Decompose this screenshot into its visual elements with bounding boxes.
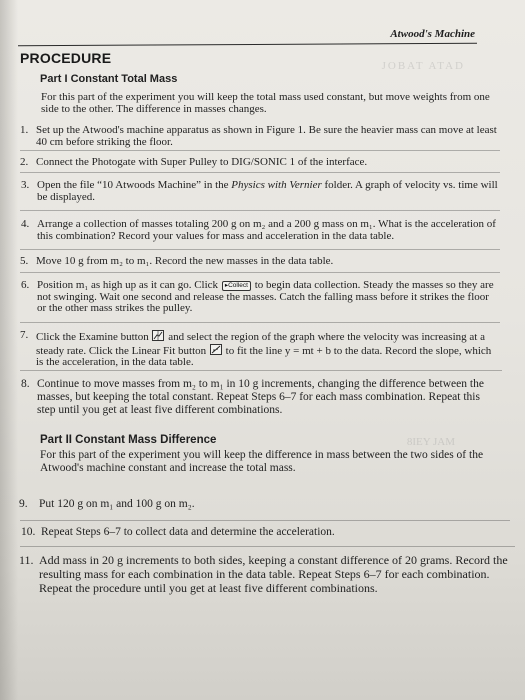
part2-heading: Part II Constant Mass Difference [40,434,217,446]
step-number: 11. [19,553,34,567]
step-number: 7. [20,329,29,341]
step-divider [20,322,500,323]
part2-intro: For this part of the experiment you will keep the difference in mass between the two sides of the Atwood's machine constant and increase the total mass. [40,449,484,474]
step-text-part: to fit the line y = mt + b to the data. Record the slope, which is the acceleration, in the data table. [36,344,492,368]
procedure-step-9 [19,499,509,511]
show-through-text: 8IEY JAM [406,436,455,448]
procedure-step-8 [21,378,501,417]
step-divider [20,150,500,151]
step-divider [20,370,502,371]
step-number: 4. [21,218,30,230]
procedure-step-5 [20,256,498,268]
step-text-part: Position m₁ as high up as it can go. Click [37,279,221,291]
running-header [0,0,525,52]
header-title: Atwood's Machine [390,28,475,40]
step-text: Continue to move masses from m₂ to m₁ in 10 g increments, changing the difference between the masses, but keeping the total constant. Repeat Steps 6–7 for each mass combination. Repeat this step until you get at least five different combinations. [37,378,484,416]
step-number: 5. [20,255,29,267]
step-text [36,330,500,369]
step-divider [20,272,500,273]
step-text [37,280,499,315]
step-text: Arrange a collection of masses totaling 200 g on m₂ and a 200 g mass on m₁. What is the acceleration of this combination? Record your values for mass and acceleration in the data table. [37,218,496,242]
step-text [37,180,499,203]
procedure-step-2 [20,157,498,169]
step-text-part: to begin data collection. Steady the masses so they are not swinging. Wait one second and release the masses. Catch the falling mass before it strikes the floor or the other mass strikes the pulley. [37,279,494,314]
collect-button-glyph: ▸Collect [222,281,251,291]
step-text: Set up the Atwood's machine apparatus as shown in Figure 1. Be sure the heavier mass can move at least 40 cm before striking the floor. [36,124,497,148]
procedure-step-1 [20,125,498,148]
step-number: 6. [21,279,30,291]
folder-name: Physics with Vernier [231,179,322,191]
procedure-step-10 [21,527,511,539]
procedure-step-6 [21,280,499,315]
procedure-step-7 [20,330,500,369]
step-text: Repeat Steps 6–7 to collect data and determine the acceleration. [41,526,335,538]
step-number: 3. [21,179,30,191]
step-number: 2. [20,156,29,168]
show-through-text: JOBAT ATAD [381,60,465,72]
procedure-step-4 [21,219,497,242]
step-text: Add mass in 20 g increments to both sides, keeping a constant difference of 20 grams. Record the resulting mass for each combination in the data table. Repeat Steps 6–7 for each combination. Repeat the procedure until you get at least five different combinations. [39,553,508,595]
step-text: Connect the Photogate with Super Pulley to DIG/SONIC 1 of the interface. [36,156,368,168]
linear-fit-icon [210,344,222,355]
part1-intro: For this part of the experiment you will keep the total mass used constant, but move weights from one side to the other. The difference in masses changes. [41,91,490,115]
step-divider [20,546,515,547]
step-text-part: Click the Examine button [36,331,152,343]
step-number: 1. [20,124,29,136]
step-number: 9. [19,498,28,510]
step-text-part: folder. A graph of velocity vs. time will be displayed. [37,179,498,203]
step-text: Move 10 g from m₂ to m₁. Record the new masses in the data table. [36,255,334,267]
examine-icon [152,330,164,341]
part1-heading: Part I Constant Total Mass [40,73,178,85]
section-heading-procedure: PROCEDURE [20,50,112,66]
step-text-part: and select the region of the graph where the velocity was increasing at a steady rate. Click the Linear Fit button [36,331,485,357]
page-shadow [0,0,18,700]
header-rule [18,43,477,46]
step-number: 8. [21,378,30,390]
step-divider [20,172,500,173]
step-number: 10. [21,526,36,538]
step-divider [20,520,510,521]
procedure-step-11 [19,553,525,595]
step-divider [20,210,500,211]
step-text: Put 120 g on m₁ and 100 g on m₂. [39,498,195,510]
procedure-step-3 [21,180,499,203]
step-text-part: Open the file “10 Atwoods Machine” in the [37,179,232,191]
step-divider [20,249,500,250]
